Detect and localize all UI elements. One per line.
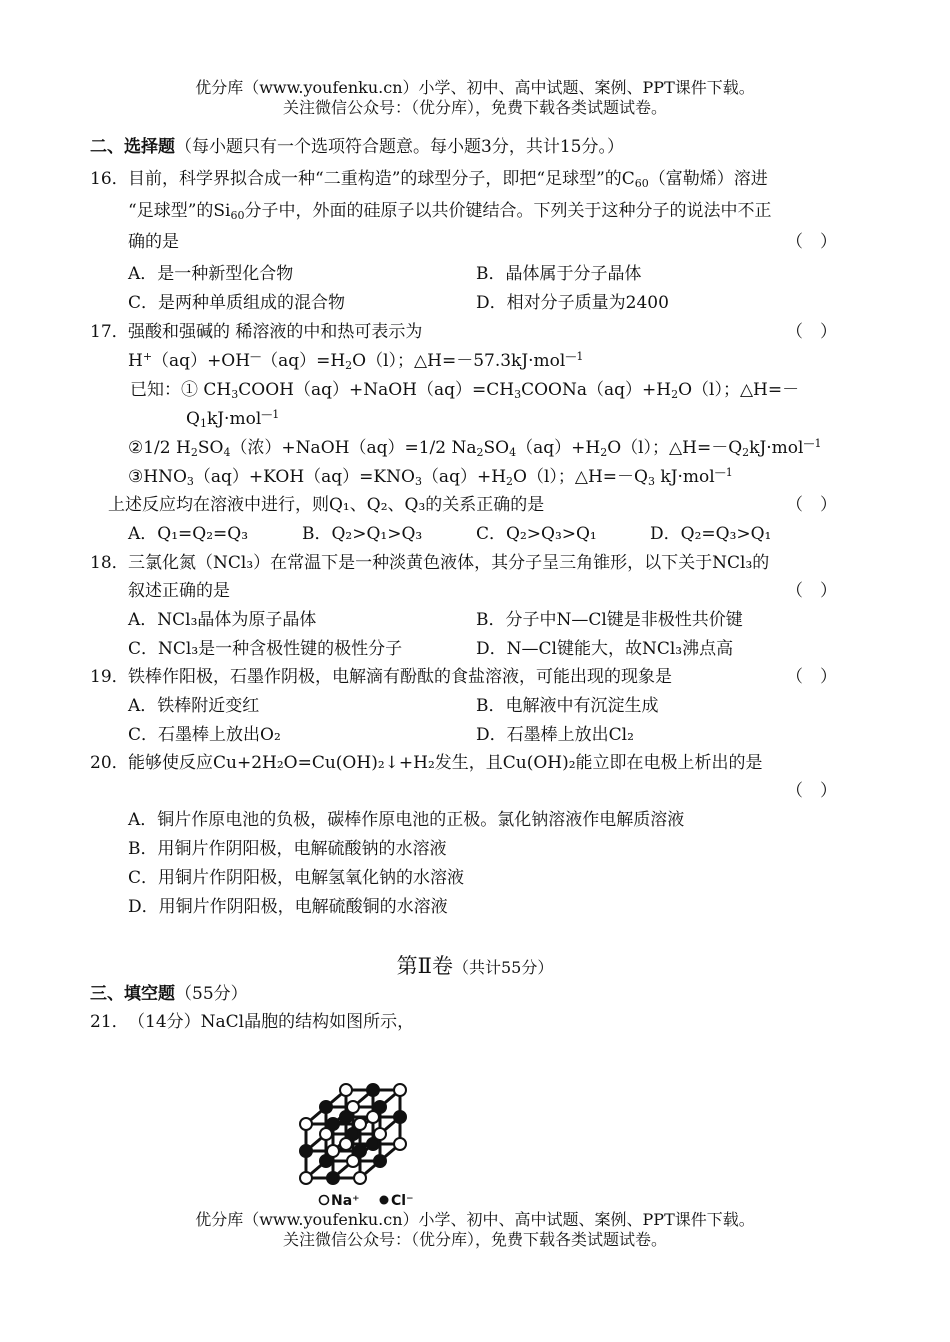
q17-k3-e: kJ·mol bbox=[655, 467, 715, 487]
q17-k1-c: COONa（aq）+H bbox=[521, 380, 672, 400]
q17-k2-e: （aq）+H bbox=[516, 438, 601, 458]
q17-answer-blank-2[interactable]: （ ） bbox=[786, 495, 837, 515]
q17-known-1 bbox=[130, 379, 799, 401]
q21-number: 21． bbox=[90, 1012, 129, 1032]
na-ion bbox=[394, 1084, 406, 1096]
q17-eq-b: （aq）+OH bbox=[152, 351, 251, 371]
cl-ion bbox=[300, 1145, 312, 1157]
q16-line1-a: 目前，科学界拟合成一种“二重构造”的球型分子，即把“足球型”的C bbox=[128, 169, 635, 189]
q20-answer-blank[interactable]: （ ） bbox=[786, 781, 837, 801]
q17-k3-c: （aq）+H bbox=[421, 467, 507, 487]
na-ion bbox=[354, 1118, 366, 1130]
q18-line2: 叙述正确的是 bbox=[128, 581, 230, 601]
q16-option-d[interactable]: D．相对分子质量为2400 bbox=[476, 293, 669, 313]
na-ion bbox=[300, 1118, 312, 1130]
q17-k3-s1: 3 bbox=[186, 475, 194, 488]
nacl-unit-cell-figure bbox=[292, 1032, 472, 1212]
q17-k2-c: （浓）+NaOH（aq）=1/2 Na bbox=[230, 438, 477, 458]
q17-k2-s2: 4 bbox=[223, 446, 231, 459]
na-ion bbox=[394, 1138, 406, 1150]
section2-note: （每小题只有一个选项符合题意。每小题3分，共计15分。） bbox=[175, 137, 624, 157]
q17-k1-f: kJ·mol bbox=[206, 409, 262, 429]
q18-option-d[interactable]: D．N—Cl键能大，故NCl₃沸点高 bbox=[476, 639, 734, 659]
part2-title-text: 第Ⅱ卷 bbox=[396, 954, 453, 978]
cl-ion bbox=[374, 1101, 386, 1113]
na-ion bbox=[300, 1172, 312, 1184]
part2-title bbox=[0, 953, 950, 981]
q17-option-a[interactable]: A．Q₁=Q₂=Q₃ bbox=[128, 524, 249, 544]
q17-k2-f: O（l）；△H=－Q bbox=[607, 438, 743, 458]
q19-answer-blank[interactable]: （ ） bbox=[786, 667, 837, 687]
q17-k2-b: SO bbox=[197, 438, 224, 458]
q17-option-c[interactable]: C．Q₂>Q₃>Q₁ bbox=[476, 524, 597, 544]
section2-label: 二、选择题 bbox=[90, 137, 175, 157]
page-header-line1: 优分库（www.youfenku.cn）小学、初中、高中试题、案例、PPT课件下载。 bbox=[195, 78, 755, 97]
q17-k1-s1: 3 bbox=[231, 388, 239, 401]
q17-k2-s1: 2 bbox=[190, 446, 198, 459]
q17-k2-s3: 2 bbox=[476, 446, 484, 459]
section3-label: 三、填空题 bbox=[90, 984, 175, 1004]
cl-ion bbox=[374, 1155, 386, 1167]
page-header-line2: 关注微信公众号：（优分库），免费下载各类试题试卷。 bbox=[282, 98, 667, 117]
q18-option-b[interactable]: B．分子中N—Cl键是非极性共价键 bbox=[476, 610, 743, 630]
part2-title-note: （共计55分） bbox=[452, 958, 554, 977]
q16-option-b[interactable]: B．晶体属于分子晶体 bbox=[476, 264, 642, 284]
q20-option-a[interactable]: A．铜片作原电池的负极，碳棒作原电池的正极。氯化钠溶液作电解质溶液 bbox=[128, 810, 685, 830]
q16-number: 16． bbox=[90, 169, 129, 189]
q17-eq-a: H bbox=[128, 351, 143, 371]
legend-cl-label: Cl⁻ bbox=[391, 1193, 414, 1209]
q17-conclusion: 上述反应均在溶液中进行，则Q₁、Q₂、Q₃的关系正确的是 bbox=[108, 495, 545, 515]
q19-number: 19． bbox=[90, 667, 129, 687]
q19-stem: 铁棒作阳极，石墨作阴极，电解滴有酚酞的食盐溶液，可能出现的现象是 bbox=[128, 667, 672, 687]
q17-k3-s4: 3 bbox=[648, 475, 655, 488]
q17-eq-sup2: — bbox=[250, 350, 262, 363]
legend-cl-marker bbox=[380, 1196, 389, 1205]
q21-stem: （14分）NaCl晶胞的结构如图所示， bbox=[128, 1012, 415, 1032]
q17-neutralization-equation bbox=[128, 350, 583, 372]
q16-line1 bbox=[128, 168, 768, 190]
q17-k2-sup: —1 bbox=[803, 437, 822, 450]
section2-heading bbox=[90, 136, 624, 158]
q17-k3-d: O（l）；△H=－Q bbox=[513, 467, 648, 487]
cl-ion bbox=[327, 1118, 339, 1130]
q17-k2-s4: 4 bbox=[509, 446, 517, 459]
q17-eq-sup3: —1 bbox=[565, 350, 584, 363]
legend-na-label: Na⁺ bbox=[331, 1193, 360, 1209]
q19-option-b[interactable]: B．电解液中有沉淀生成 bbox=[476, 696, 659, 716]
q17-stem: 强酸和强碱的 稀溶液的中和热可表示为 bbox=[128, 322, 423, 342]
page-footer-line2: 关注微信公众号：（优分库），免费下载各类试题试卷。 bbox=[282, 1230, 667, 1249]
q17-number: 17． bbox=[90, 322, 129, 342]
q17-k3-a: ③HNO bbox=[128, 467, 187, 487]
cl-ion bbox=[320, 1101, 332, 1113]
q16-line3: 确的是 bbox=[128, 232, 179, 252]
q17-known-1-cont bbox=[186, 408, 279, 430]
q17-k1-s4: 1 bbox=[199, 417, 207, 430]
q17-answer-blank[interactable]: （ ） bbox=[786, 322, 837, 342]
q17-option-d[interactable]: D．Q₂=Q₃>Q₁ bbox=[650, 524, 772, 544]
na-ion bbox=[354, 1172, 366, 1184]
q16-answer-blank[interactable]: （ ） bbox=[786, 232, 837, 252]
q16-line1-b: （富勒烯）溶进 bbox=[648, 169, 768, 189]
q17-eq-c: （aq）=H bbox=[261, 351, 346, 371]
na-ion bbox=[340, 1084, 352, 1096]
q17-k2-d: SO bbox=[483, 438, 510, 458]
figure-legend bbox=[320, 1193, 414, 1209]
q20-number: 20． bbox=[90, 753, 129, 773]
q17-known-3 bbox=[128, 466, 733, 488]
q20-option-b[interactable]: B．用铜片作阴阳极，电解硫酸钠的水溶液 bbox=[128, 839, 447, 859]
nacl-lattice bbox=[300, 1084, 406, 1184]
q16-option-c[interactable]: C．是两种单质组成的混合物 bbox=[128, 293, 346, 313]
na-ion bbox=[374, 1128, 386, 1140]
q16-line1-sub: 60 bbox=[634, 177, 649, 190]
q18-answer-blank[interactable]: （ ） bbox=[786, 581, 837, 601]
q19-option-a[interactable]: A．铁棒附近变红 bbox=[128, 696, 260, 716]
q17-k2-a: ②1/2 H bbox=[128, 438, 191, 458]
q16-line2-a: “足球型”的Si bbox=[128, 201, 231, 221]
cl-ion bbox=[367, 1084, 379, 1096]
q19-option-d[interactable]: D．石墨棒上放出Cl₂ bbox=[476, 725, 634, 745]
section3-heading bbox=[90, 983, 248, 1005]
q17-k3-s3: 2 bbox=[506, 475, 514, 488]
q18-number: 18． bbox=[90, 553, 129, 573]
q16-line2-b: 分子中，外面的硅原子以共价键结合。下列关于这种分子的说法中不正 bbox=[244, 201, 772, 221]
q16-line2 bbox=[128, 200, 771, 222]
q17-known-2 bbox=[128, 437, 821, 459]
q17-option-b[interactable]: B．Q₂>Q₁>Q₃ bbox=[302, 524, 423, 544]
legend-na-marker bbox=[320, 1196, 329, 1205]
q16-line2-sub: 60 bbox=[230, 209, 245, 222]
q17-k2-s6: 2 bbox=[742, 446, 750, 459]
q17-k2-g: kJ·mol bbox=[749, 438, 804, 458]
q17-k1-e: Q bbox=[186, 409, 200, 429]
cl-ion bbox=[327, 1172, 339, 1184]
q18-option-c[interactable]: C．NCl₃是一种含极性键的极性分子 bbox=[128, 639, 403, 659]
q18-option-a[interactable]: A．NCl₃晶体为原子晶体 bbox=[128, 610, 317, 630]
q17-k3-b: （aq）+KOH（aq）=KNO bbox=[193, 467, 415, 487]
q17-k3-s2: 3 bbox=[414, 475, 422, 488]
page-footer-line1: 优分库（www.youfenku.cn）小学、初中、高中试题、案例、PPT课件下载。 bbox=[195, 1210, 755, 1229]
na-ion bbox=[347, 1101, 359, 1113]
q19-option-c[interactable]: C．石墨棒上放出O₂ bbox=[128, 725, 281, 745]
q17-k1-s2: 3 bbox=[514, 388, 522, 401]
na-ion bbox=[327, 1145, 339, 1157]
cl-ion bbox=[354, 1145, 366, 1157]
q20-option-d[interactable]: D．用铜片作阴阳极，电解硫酸铜的水溶液 bbox=[128, 897, 448, 917]
q17-k2-s5: 2 bbox=[600, 446, 608, 459]
section3-note: （55分） bbox=[175, 984, 248, 1004]
q17-k1-b: COOH（aq）+NaOH（aq）=CH bbox=[238, 380, 515, 400]
q17-k1-sup: —1 bbox=[261, 408, 280, 421]
q17-k1-a: 已知：① CH bbox=[130, 380, 232, 400]
q20-option-c[interactable]: C．用铜片作阴阳极，电解氢氧化钠的水溶液 bbox=[128, 868, 465, 888]
q17-k3-sup: —1 bbox=[714, 466, 733, 479]
q18-line1: 三氯化氮（NCl₃）在常温下是一种淡黄色液体，其分子呈三角锥形，以下关于NCl₃的 bbox=[128, 553, 770, 573]
cl-ion bbox=[394, 1111, 406, 1123]
q20-stem: 能够使反应Cu+2H₂O=Cu(OH)₂↓+H₂发生，且Cu(OH)₂能立即在电极上析出的是 bbox=[128, 753, 763, 773]
q17-eq-sub: 2 bbox=[345, 359, 353, 372]
q17-eq-d: O（l）；△H=－57.3kJ·mol bbox=[352, 351, 566, 371]
q17-eq-sup1: + bbox=[142, 350, 153, 363]
q16-option-a[interactable]: A．是一种新型化合物 bbox=[128, 264, 294, 284]
q17-k1-d: O（l）；△H=－ bbox=[678, 380, 800, 400]
q17-k1-s3: 2 bbox=[671, 388, 679, 401]
